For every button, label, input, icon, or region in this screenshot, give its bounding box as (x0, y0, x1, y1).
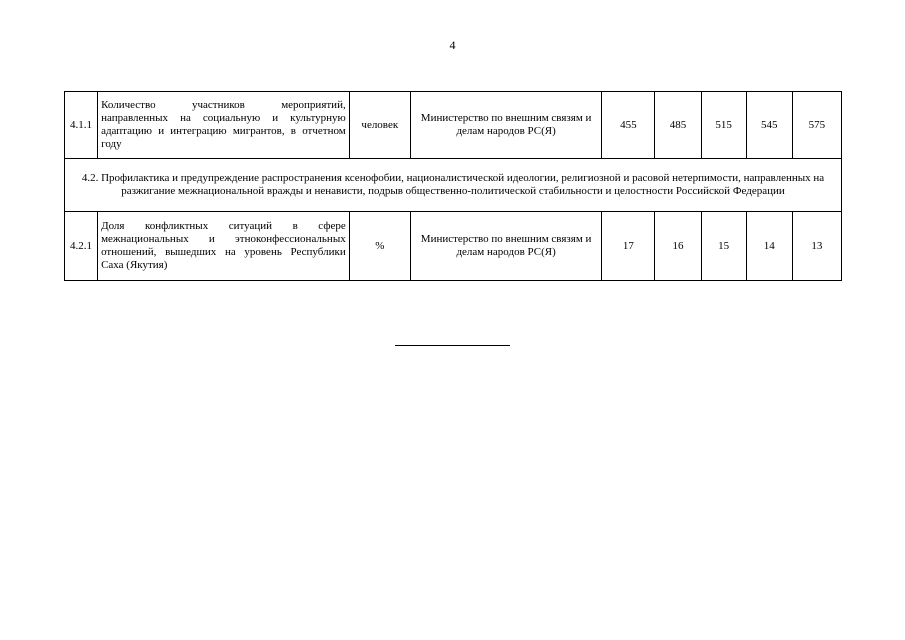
indicator-value: 14 (746, 212, 792, 281)
indicator-name: Доля конфликтных ситуаций в сфере межнациональных и этноконфессиональных отношений, вышедших на уровень Республики Саха (Якутия) (98, 212, 350, 281)
indicator-number: 4.2.1 (65, 212, 98, 281)
indicator-value: 15 (701, 212, 746, 281)
indicator-value: 545 (746, 92, 792, 159)
indicator-unit: человек (349, 92, 410, 159)
page-number: 4 (449, 38, 456, 52)
indicator-unit: % (349, 212, 410, 281)
responsible-body: Министерство по внешним связям и делам народов РС(Я) (410, 212, 601, 281)
indicator-value: 515 (701, 92, 746, 159)
section-title: 4.2. Профилактика и предупреждение распространения ксенофобии, националистической идеологии, религиозной и расовой нетерпимости, направленных на разжигание межнациональной вражды и ненависти, подрыв общественно-политической стабильности и целостности Российской Федерации (65, 159, 842, 212)
responsible-body: Министерство по внешним связям и делам народов РС(Я) (410, 92, 601, 159)
table-row (65, 212, 842, 281)
indicator-number: 4.1.1 (65, 92, 98, 159)
indicator-value: 575 (792, 92, 841, 159)
footer-divider (395, 345, 510, 346)
indicator-value: 485 (655, 92, 701, 159)
indicator-value: 455 (602, 92, 655, 159)
indicators-table (64, 91, 842, 281)
indicator-value: 17 (602, 212, 655, 281)
table-row (65, 92, 842, 159)
indicator-value: 13 (792, 212, 841, 281)
indicator-value: 16 (655, 212, 701, 281)
indicator-name: Количество участников мероприятий, направленных на социальную и культурную адаптацию и интеграцию мигрантов, в отчетном году (98, 92, 350, 159)
section-row (65, 159, 842, 212)
